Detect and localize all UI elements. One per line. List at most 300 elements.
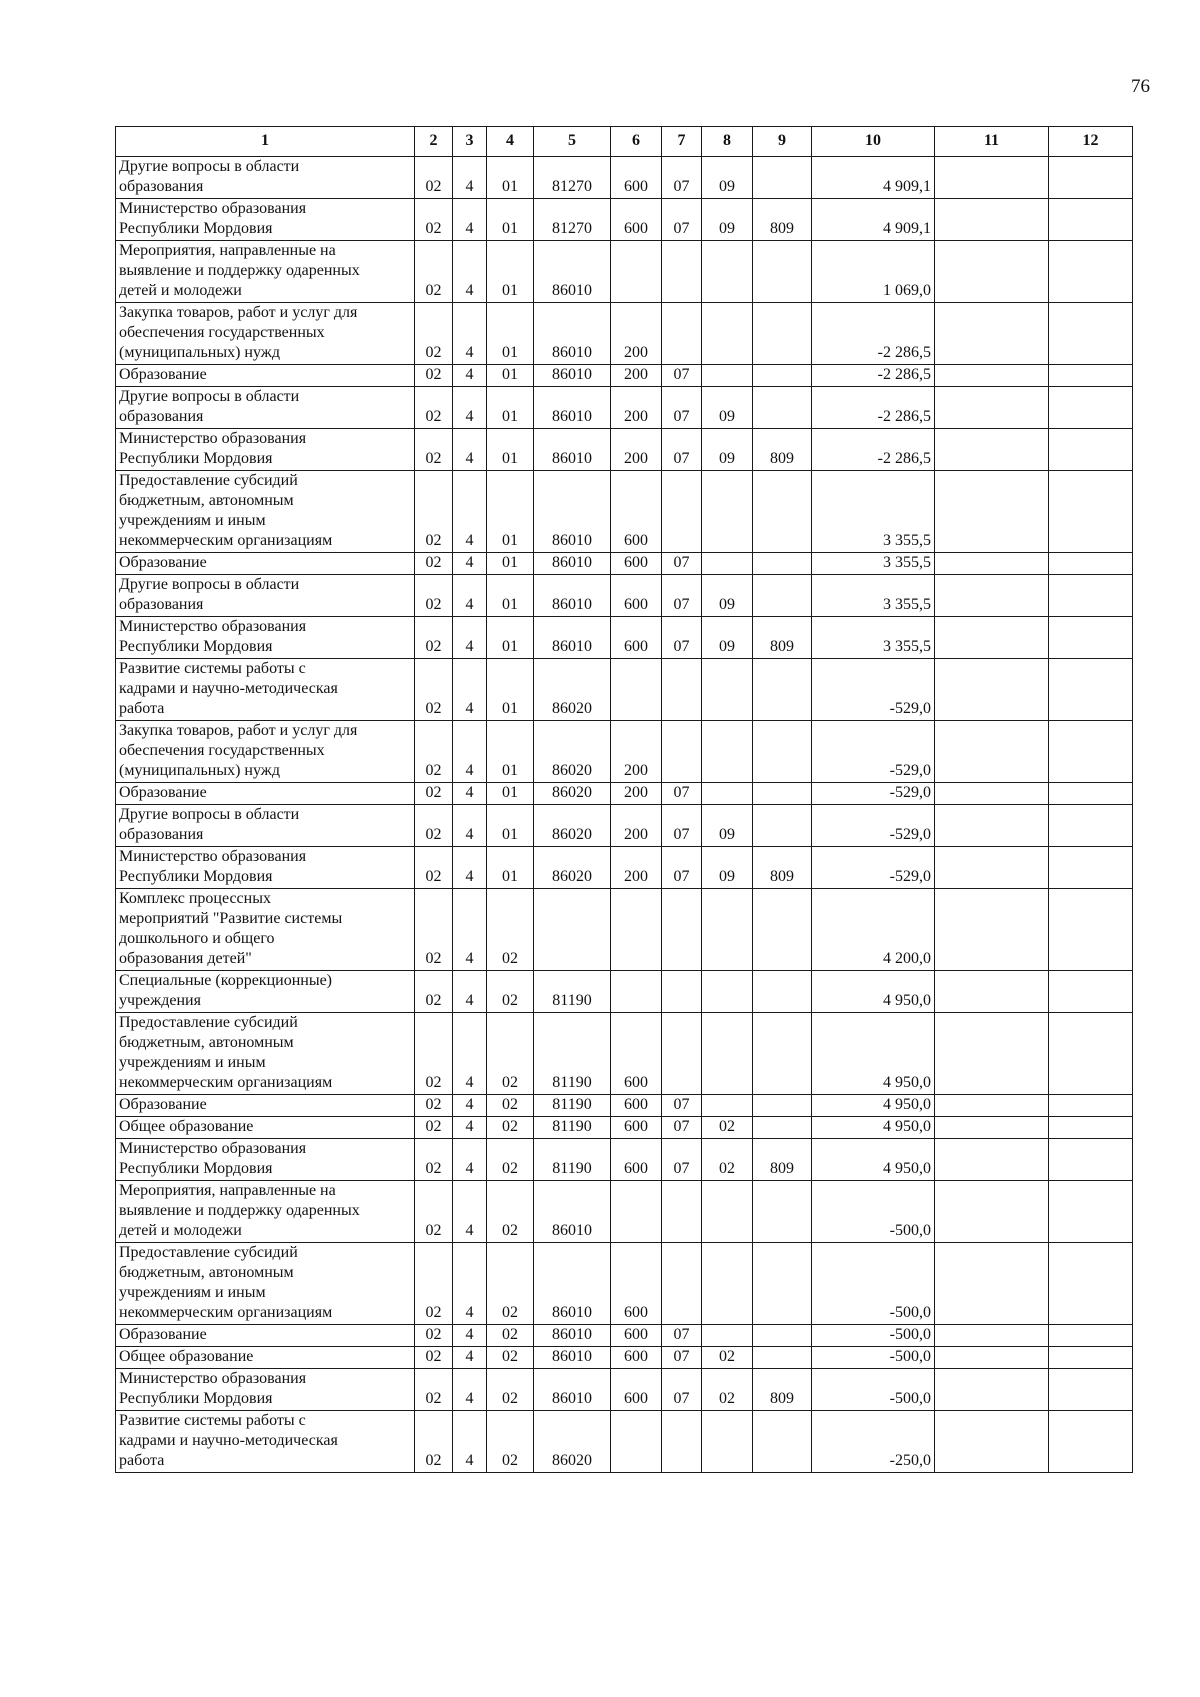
row-name-cell: Другие вопросы в области образования [116,805,415,847]
col8-cell: 09 [702,617,753,659]
col5-cell: 86020 [534,847,611,889]
row-name-cell: Образование [116,1325,415,1347]
table-body [116,157,1133,1473]
col6-cell [611,971,662,1013]
table-row [116,1369,1133,1411]
table-row [116,889,1133,971]
row-name-cell: Другие вопросы в области образования [116,575,415,617]
col8-cell [702,659,753,721]
col7-cell [662,889,702,971]
amount-cell: -529,0 [812,847,935,889]
col7-cell: 07 [662,1347,702,1369]
col6-cell: 200 [611,429,662,471]
col4-cell: 01 [487,387,534,429]
col2-cell: 02 [415,429,453,471]
col12-cell [1049,971,1133,1013]
col11-cell [935,387,1049,429]
col12-cell [1049,1095,1133,1117]
col8-cell [702,1325,753,1347]
col4-cell: 01 [487,617,534,659]
col11-cell [935,659,1049,721]
col9-cell [753,721,812,783]
col11-cell [935,847,1049,889]
table-row [116,659,1133,721]
amount-cell: -529,0 [812,721,935,783]
col12-cell [1049,617,1133,659]
col6-cell: 200 [611,847,662,889]
col5-cell: 86010 [534,303,611,365]
col4-cell: 02 [487,1369,534,1411]
col7-cell: 07 [662,1325,702,1347]
table-row [116,303,1133,365]
col6-cell: 600 [611,1139,662,1181]
col11-cell [935,241,1049,303]
col3-cell: 4 [453,783,487,805]
col9-cell: 809 [753,617,812,659]
col5-cell: 81270 [534,157,611,199]
row-name-cell: Министерство образования Республики Мордовия [116,429,415,471]
table-row [116,1347,1133,1369]
col5-cell: 86010 [534,471,611,553]
col9-cell [753,971,812,1013]
col5-cell: 86010 [534,617,611,659]
col11-cell [935,721,1049,783]
col3-cell: 4 [453,847,487,889]
col7-cell [662,1243,702,1325]
col12-cell [1049,847,1133,889]
amount-cell: 4 950,0 [812,1117,935,1139]
table-row [116,575,1133,617]
col9-cell [753,387,812,429]
col11-cell [935,1243,1049,1325]
col7-cell: 07 [662,617,702,659]
col6-cell: 600 [611,617,662,659]
col6-cell: 200 [611,721,662,783]
amount-cell: 1 069,0 [812,241,935,303]
col5-cell: 86020 [534,659,611,721]
col8-cell: 02 [702,1347,753,1369]
col7-cell: 07 [662,847,702,889]
col8-cell [702,471,753,553]
col8-cell: 09 [702,199,753,241]
col12-cell [1049,553,1133,575]
col9-cell [753,889,812,971]
col7-cell [662,471,702,553]
col5-cell: 86010 [534,553,611,575]
col12-cell [1049,575,1133,617]
col6-cell: 600 [611,575,662,617]
col8-cell [702,889,753,971]
col12-cell [1049,659,1133,721]
col9-cell: 809 [753,429,812,471]
col8-cell: 09 [702,387,753,429]
col7-cell: 07 [662,199,702,241]
col6-cell: 600 [611,157,662,199]
col2-cell: 02 [415,1095,453,1117]
col12-cell [1049,1117,1133,1139]
amount-cell: 4 950,0 [812,1095,935,1117]
col11-cell [935,1369,1049,1411]
col2-cell: 02 [415,157,453,199]
column-header-5: 5 [534,127,611,157]
column-header-10: 10 [812,127,935,157]
col5-cell: 81270 [534,199,611,241]
col5-cell: 86020 [534,783,611,805]
col8-cell: 09 [702,429,753,471]
table-row [116,805,1133,847]
col2-cell: 02 [415,241,453,303]
col6-cell: 200 [611,387,662,429]
col12-cell [1049,365,1133,387]
col7-cell [662,303,702,365]
col7-cell [662,971,702,1013]
col7-cell [662,241,702,303]
col4-cell: 01 [487,157,534,199]
amount-cell: -529,0 [812,659,935,721]
col4-cell: 02 [487,971,534,1013]
col5-cell [534,889,611,971]
col11-cell [935,365,1049,387]
col9-cell [753,1013,812,1095]
column-header-9: 9 [753,127,812,157]
col2-cell: 02 [415,199,453,241]
amount-cell: 3 355,5 [812,553,935,575]
col2-cell: 02 [415,1369,453,1411]
col6-cell: 600 [611,1013,662,1095]
col2-cell: 02 [415,617,453,659]
col3-cell: 4 [453,889,487,971]
row-name-cell: Министерство образования Республики Мордовия [116,199,415,241]
amount-cell: -2 286,5 [812,365,935,387]
col5-cell: 86010 [534,1325,611,1347]
col9-cell [753,241,812,303]
col5-cell: 86010 [534,1369,611,1411]
row-name-cell: Министерство образования Республики Мордовия [116,847,415,889]
table-row [116,971,1133,1013]
col4-cell: 02 [487,1095,534,1117]
col3-cell: 4 [453,805,487,847]
col12-cell [1049,199,1133,241]
column-header-12: 12 [1049,127,1133,157]
row-name-cell: Развитие системы работы с кадрами и научно-методическая работа [116,1411,415,1473]
col2-cell: 02 [415,889,453,971]
amount-cell: 4 909,1 [812,157,935,199]
table-row [116,241,1133,303]
col4-cell: 01 [487,365,534,387]
column-header-11: 11 [935,127,1049,157]
row-name-cell: Общее образование [116,1347,415,1369]
amount-cell: 4 950,0 [812,1013,935,1095]
row-name-cell: Другие вопросы в области образования [116,387,415,429]
col8-cell: 09 [702,847,753,889]
col2-cell: 02 [415,387,453,429]
col5-cell: 86020 [534,721,611,783]
col9-cell [753,157,812,199]
col9-cell [753,1347,812,1369]
col12-cell [1049,471,1133,553]
col8-cell [702,1243,753,1325]
col3-cell: 4 [453,1347,487,1369]
row-name-cell: Министерство образования Республики Мордовия [116,1139,415,1181]
col11-cell [935,1181,1049,1243]
col7-cell: 07 [662,805,702,847]
column-header-1: 1 [116,127,415,157]
col6-cell: 600 [611,1347,662,1369]
col5-cell: 81190 [534,1095,611,1117]
col4-cell: 02 [487,1411,534,1473]
column-header-3: 3 [453,127,487,157]
col12-cell [1049,241,1133,303]
amount-cell: 3 355,5 [812,617,935,659]
col5-cell: 81190 [534,1117,611,1139]
col4-cell: 01 [487,805,534,847]
col9-cell: 809 [753,1369,812,1411]
col8-cell: 09 [702,575,753,617]
col4-cell: 01 [487,199,534,241]
col11-cell [935,303,1049,365]
col11-cell [935,1411,1049,1473]
row-name-cell: Образование [116,553,415,575]
col9-cell [753,303,812,365]
col7-cell: 07 [662,365,702,387]
col2-cell: 02 [415,1139,453,1181]
col2-cell: 02 [415,1325,453,1347]
row-name-cell: Образование [116,365,415,387]
table-row [116,387,1133,429]
col5-cell: 86010 [534,1243,611,1325]
col9-cell: 809 [753,199,812,241]
col3-cell: 4 [453,471,487,553]
row-name-cell: Министерство образования Республики Мордовия [116,617,415,659]
table-row [116,199,1133,241]
col2-cell: 02 [415,1181,453,1243]
table-row [116,847,1133,889]
col12-cell [1049,1181,1133,1243]
col5-cell: 86020 [534,805,611,847]
col7-cell: 07 [662,429,702,471]
col6-cell: 600 [611,1369,662,1411]
col3-cell: 4 [453,157,487,199]
amount-cell: -529,0 [812,805,935,847]
col6-cell: 200 [611,365,662,387]
table-row [116,1013,1133,1095]
col8-cell: 02 [702,1139,753,1181]
col11-cell [935,1013,1049,1095]
amount-cell: -250,0 [812,1411,935,1473]
column-header-2: 2 [415,127,453,157]
col6-cell [611,1411,662,1473]
amount-cell: -2 286,5 [812,387,935,429]
col9-cell [753,1095,812,1117]
col12-cell [1049,303,1133,365]
table-row [116,471,1133,553]
amount-cell: -529,0 [812,783,935,805]
col3-cell: 4 [453,659,487,721]
col8-cell [702,241,753,303]
amount-cell: 4 909,1 [812,199,935,241]
table-row [116,1117,1133,1139]
col7-cell [662,1013,702,1095]
col6-cell: 200 [611,783,662,805]
col8-cell [702,1411,753,1473]
amount-cell: -500,0 [812,1181,935,1243]
col8-cell [702,1013,753,1095]
col8-cell [702,303,753,365]
col6-cell: 600 [611,553,662,575]
col9-cell [753,575,812,617]
col3-cell: 4 [453,721,487,783]
col11-cell [935,157,1049,199]
col3-cell: 4 [453,1243,487,1325]
col6-cell: 200 [611,805,662,847]
col2-cell: 02 [415,1243,453,1325]
col6-cell [611,241,662,303]
col11-cell [935,1347,1049,1369]
col9-cell [753,471,812,553]
table-row [116,1411,1133,1473]
col4-cell: 01 [487,471,534,553]
row-name-cell: Образование [116,783,415,805]
col11-cell [935,617,1049,659]
row-name-cell: Мероприятия, направленные на выявление и поддержку одаренных детей и молодежи [116,1181,415,1243]
col7-cell: 07 [662,553,702,575]
amount-cell: 4 200,0 [812,889,935,971]
col7-cell: 07 [662,1139,702,1181]
column-header-8: 8 [702,127,753,157]
col2-cell: 02 [415,1411,453,1473]
col9-cell [753,365,812,387]
col8-cell [702,721,753,783]
col7-cell: 07 [662,783,702,805]
col9-cell [753,805,812,847]
col9-cell [753,659,812,721]
col4-cell: 02 [487,1013,534,1095]
amount-cell: 4 950,0 [812,971,935,1013]
col2-cell: 02 [415,847,453,889]
col6-cell: 600 [611,1243,662,1325]
col12-cell [1049,721,1133,783]
col4-cell: 01 [487,241,534,303]
col3-cell: 4 [453,1139,487,1181]
col7-cell: 07 [662,575,702,617]
col3-cell: 4 [453,1181,487,1243]
col8-cell [702,365,753,387]
col4-cell: 02 [487,1181,534,1243]
col11-cell [935,1139,1049,1181]
col12-cell [1049,889,1133,971]
col3-cell: 4 [453,241,487,303]
row-name-cell: Общее образование [116,1117,415,1139]
col4-cell: 01 [487,783,534,805]
row-name-cell: Предоставление субсидий бюджетным, автономным учреждениям и иным некоммерческим организациям [116,471,415,553]
col8-cell [702,1181,753,1243]
col12-cell [1049,783,1133,805]
col2-cell: 02 [415,805,453,847]
col11-cell [935,1325,1049,1347]
col4-cell: 01 [487,575,534,617]
col2-cell: 02 [415,659,453,721]
row-name-cell: Другие вопросы в области образования [116,157,415,199]
col12-cell [1049,1013,1133,1095]
col5-cell: 86020 [534,1411,611,1473]
col7-cell [662,1181,702,1243]
col2-cell: 02 [415,303,453,365]
col6-cell [611,1181,662,1243]
col3-cell: 4 [453,387,487,429]
col4-cell: 02 [487,889,534,971]
col5-cell: 86010 [534,365,611,387]
col8-cell [702,783,753,805]
col12-cell [1049,157,1133,199]
amount-cell: -500,0 [812,1369,935,1411]
col11-cell [935,553,1049,575]
col9-cell [753,1411,812,1473]
col2-cell: 02 [415,365,453,387]
col4-cell: 02 [487,1139,534,1181]
col11-cell [935,783,1049,805]
col2-cell: 02 [415,1013,453,1095]
table-row [116,1139,1133,1181]
col9-cell: 809 [753,847,812,889]
col6-cell [611,659,662,721]
col5-cell: 86010 [534,1347,611,1369]
row-name-cell: Предоставление субсидий бюджетным, автономным учреждениям и иным некоммерческим организациям [116,1013,415,1095]
col5-cell: 86010 [534,387,611,429]
page-number: 76 [1131,76,1150,97]
column-header-7: 7 [662,127,702,157]
col8-cell: 09 [702,157,753,199]
col5-cell: 86010 [534,241,611,303]
col3-cell: 4 [453,1369,487,1411]
col4-cell: 01 [487,659,534,721]
table-row [116,365,1133,387]
row-name-cell: Предоставление субсидий бюджетным, автономным учреждениям и иным некоммерческим организациям [116,1243,415,1325]
col2-cell: 02 [415,971,453,1013]
col2-cell: 02 [415,471,453,553]
col6-cell: 600 [611,199,662,241]
table-row [116,721,1133,783]
col7-cell: 07 [662,1369,702,1411]
column-header-6: 6 [611,127,662,157]
col9-cell [753,1117,812,1139]
col11-cell [935,471,1049,553]
col3-cell: 4 [453,1095,487,1117]
row-name-cell: Развитие системы работы с кадрами и научно-методическая работа [116,659,415,721]
amount-cell: -500,0 [812,1243,935,1325]
col6-cell: 200 [611,303,662,365]
col7-cell [662,721,702,783]
col11-cell [935,1117,1049,1139]
col4-cell: 02 [487,1347,534,1369]
budget-table [115,126,1133,1473]
col8-cell: 09 [702,805,753,847]
col6-cell: 600 [611,1117,662,1139]
col7-cell [662,1411,702,1473]
row-name-cell: Комплекс процессных мероприятий "Развитие системы дошкольного и общего образования детей" [116,889,415,971]
col9-cell [753,553,812,575]
table-row [116,553,1133,575]
col4-cell: 02 [487,1325,534,1347]
col7-cell: 07 [662,1095,702,1117]
table-row [116,783,1133,805]
amount-cell: -500,0 [812,1347,935,1369]
col6-cell: 600 [611,1325,662,1347]
table-row [116,1243,1133,1325]
col7-cell: 07 [662,157,702,199]
col9-cell [753,1243,812,1325]
col11-cell [935,199,1049,241]
col5-cell: 86010 [534,1181,611,1243]
